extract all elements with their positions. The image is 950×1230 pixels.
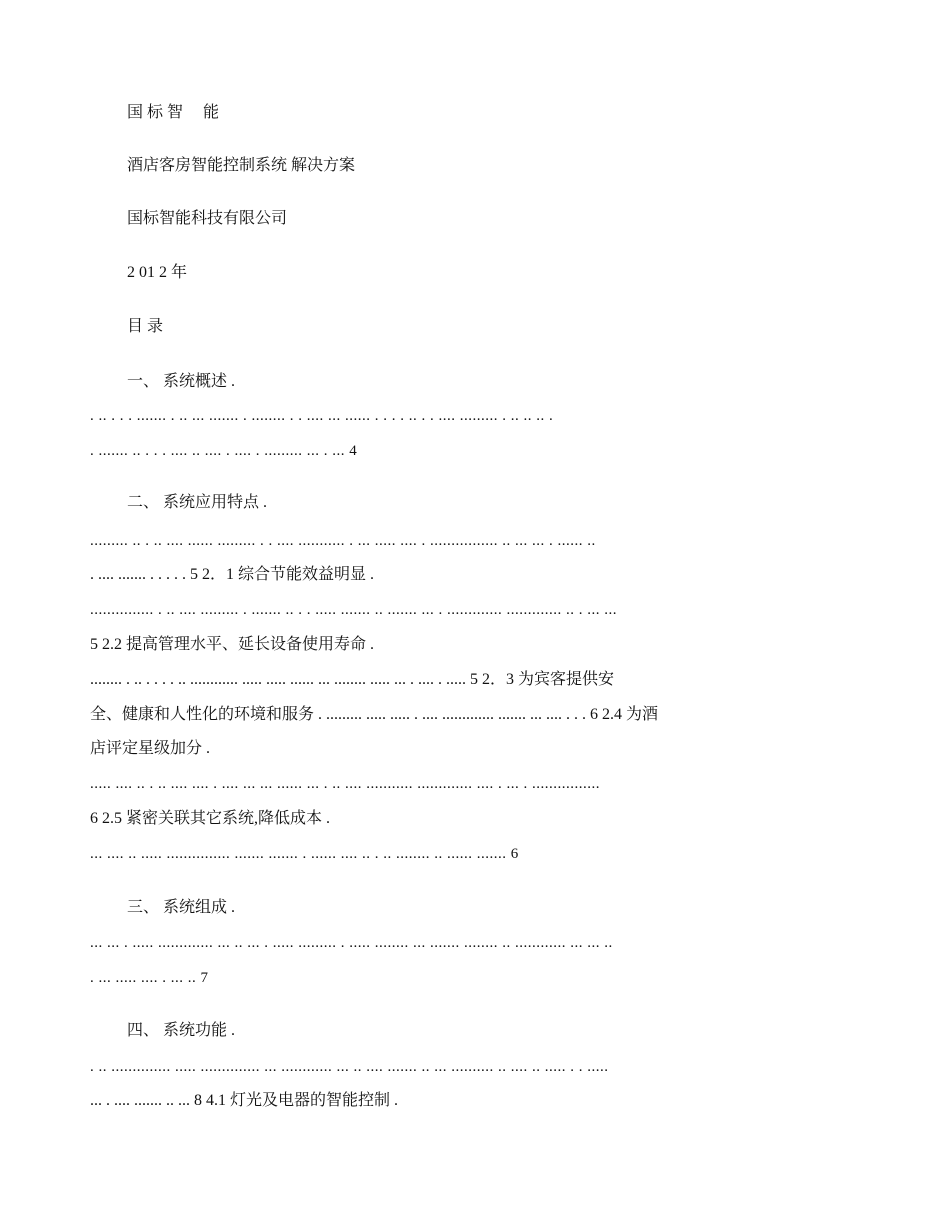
- toc-heading: 目 录: [127, 318, 164, 335]
- toc-section-3: 三、 系统组成 .: [127, 899, 236, 916]
- toc-section-2: 二、 系统应用特点 .: [127, 494, 268, 511]
- toc-leader: ......... .. . .. .... ...... ......... . . .... ........... . ... ..... .... . ................ .. ... ... . ...... ..: [90, 533, 596, 549]
- toc-entry: 5 2.2 提高管理水平、延长设备使用寿命 .: [90, 636, 375, 653]
- year: 2 01 2 年: [127, 264, 188, 281]
- title-line: 国 标 智 能: [127, 104, 220, 121]
- toc-leader: . .. .............. ..... .............. ... ............ ... .. .... ....... .. ... .......... .. .... .. ..... . . .....: [90, 1059, 609, 1075]
- toc-section-1: 一、 系统概述 .: [127, 373, 236, 390]
- solution-title: 酒店客房智能控制系统 解决方案: [127, 157, 356, 174]
- toc-leader: ... .... .. ..... ............... ....... ....... . ...... .... .. . .. ........ .. ...... ....... 6: [90, 846, 519, 862]
- toc-leader: ..... .... .. . .. .... .... . .... ... ... ...... ... . .. .... ........... ............. .... . ... . ................: [90, 776, 600, 792]
- toc-leader: ............... . .. .... ......... . ....... .. . . ..... ....... .. ....... ... . ............. ............. .. . ... ...: [90, 602, 617, 618]
- toc-section-4: 四、 系统功能 .: [127, 1022, 236, 1039]
- toc-leader: . ... ..... .... . ... .. 7: [90, 970, 209, 986]
- toc-entry: ........ . .. . . . . .. ............ ..... ..... ...... ... ........ ..... ... . .... . ..... 5 2．3 为宾客提供安: [90, 671, 615, 688]
- toc-leader: . ....... .. . . . .... .. .... . .... . ......... ... . ... 4: [90, 443, 358, 459]
- toc-entry: 6 2.5 紧密关联其它系统,降低成本 .: [90, 810, 331, 827]
- company-name: 国标智能科技有限公司: [127, 210, 288, 227]
- toc-entry: ... . .... ....... .. ... 8 4.1 灯光及电器的智能控制 .: [90, 1092, 399, 1109]
- toc-entry: 全、健康和人性化的环境和服务 . ......... ..... ..... . .... ............. ....... ... .... . . . 6 2.4 为酒: [90, 706, 659, 723]
- toc-leader: . .. . . . ....... . .. ... ....... . ........ . . .... ... ...... . . . . .. . . .... ......... . .. .. .. .: [90, 408, 554, 424]
- toc-entry: . .... ....... . . . . . 5 2．1 综合节能效益明显 .: [90, 566, 375, 583]
- toc-entry: 店评定星级加分 .: [90, 740, 211, 757]
- toc-leader: ... ... . ..... ............. ... .. ... . ..... ......... . ..... ........ ... ....... ........ .. ............ ... ... ..: [90, 935, 613, 951]
